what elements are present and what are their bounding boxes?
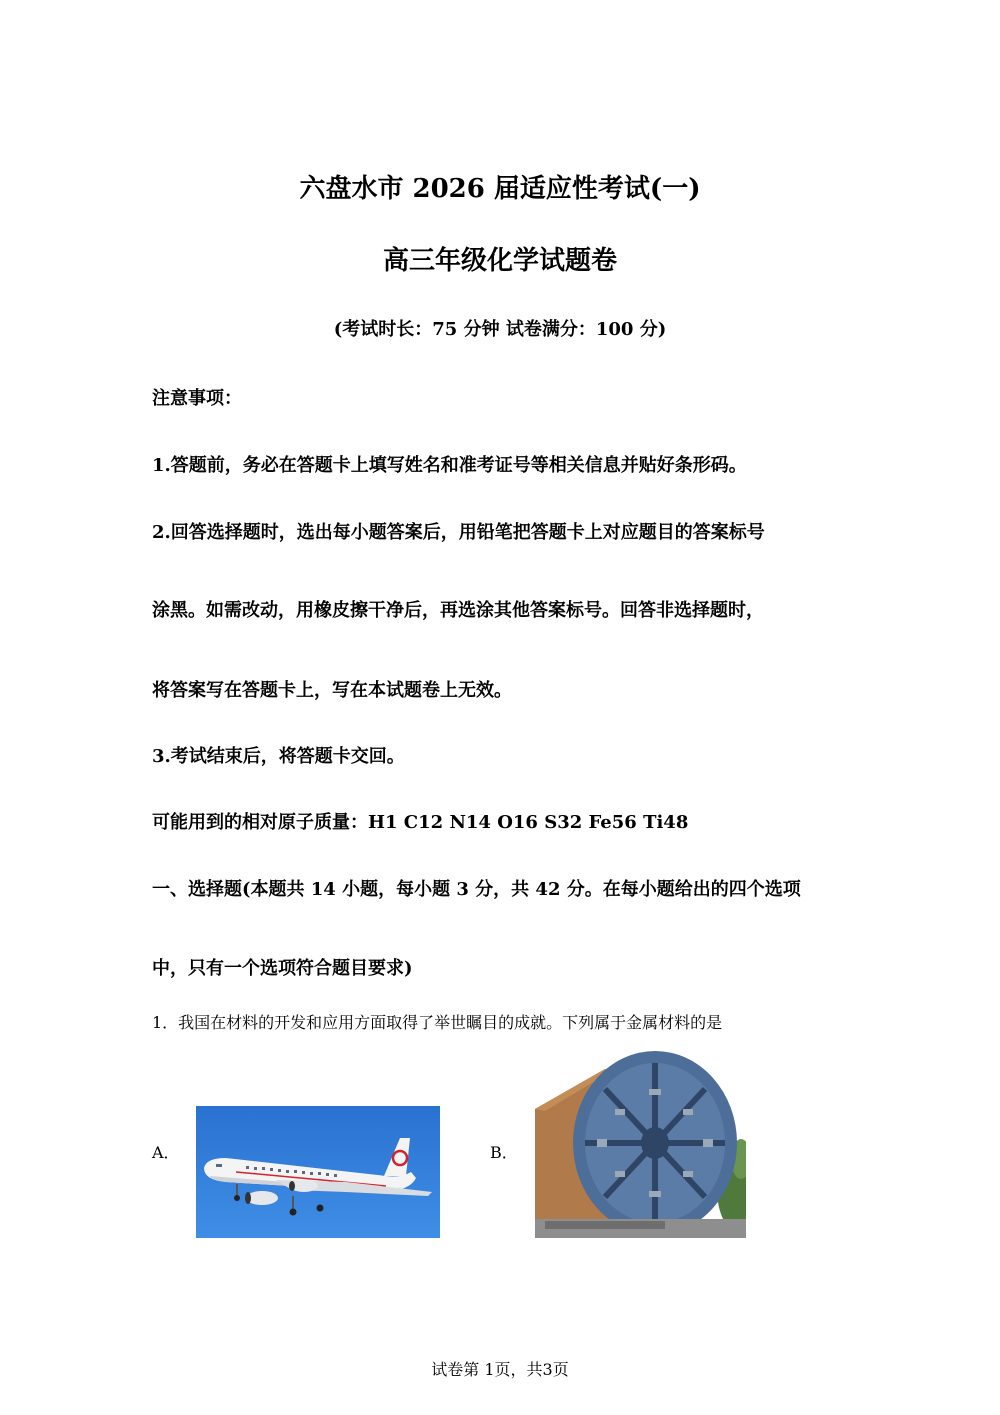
- question-1-stem: 1．我国在材料的开发和应用方面取得了举世瞩目的成就。下列属于金属材料的是: [152, 1013, 723, 1032]
- notice-item-2-line-1: 2.回答选择题时，选出每小题答案后，用铅笔把答题卡上对应题目的答案标号: [152, 522, 765, 543]
- airplane-image: [196, 1106, 440, 1238]
- section-heading-line-2: 中，只有一个选项符合题目要求): [152, 958, 413, 979]
- option-a-label: A．: [152, 1143, 180, 1162]
- tunnel-boring-machine-image: [535, 1049, 746, 1238]
- notice-item-3: 3.考试结束后，将答题卡交回。: [152, 746, 405, 767]
- exam-title: 六盘水市 2026 届适应性考试(一): [299, 174, 701, 204]
- notice-item-2-line-3: 将答案写在答题卡上，写在本试题卷上无效。: [152, 680, 512, 701]
- page-footer: 试卷第 1页，共3页: [431, 1360, 569, 1379]
- notice-item-1: 1.答题前，务必在答题卡上填写姓名和准考证号等相关信息并贴好条形码。: [152, 455, 747, 476]
- notice-heading: 注意事项：: [152, 388, 242, 409]
- notice-item-2-line-2: 涂黑。如需改动，用橡皮擦干净后，再选涂其他答案标号。回答非选择题时，: [152, 600, 764, 621]
- exam-subtitle: 高三年级化学试题卷: [382, 246, 617, 276]
- exam-info: (考试时长：75 分钟 试卷满分：100 分): [333, 319, 667, 340]
- atomic-masses: 可能用到的相对原子质量：H1 C12 N14 O16 S32 Fe56 Ti48: [152, 812, 689, 833]
- option-b-label: B．: [490, 1143, 518, 1162]
- section-heading-line-1: 一、选择题(本题共 14 小题，每小题 3 分，共 42 分。在每小题给出的四个选项: [152, 879, 801, 900]
